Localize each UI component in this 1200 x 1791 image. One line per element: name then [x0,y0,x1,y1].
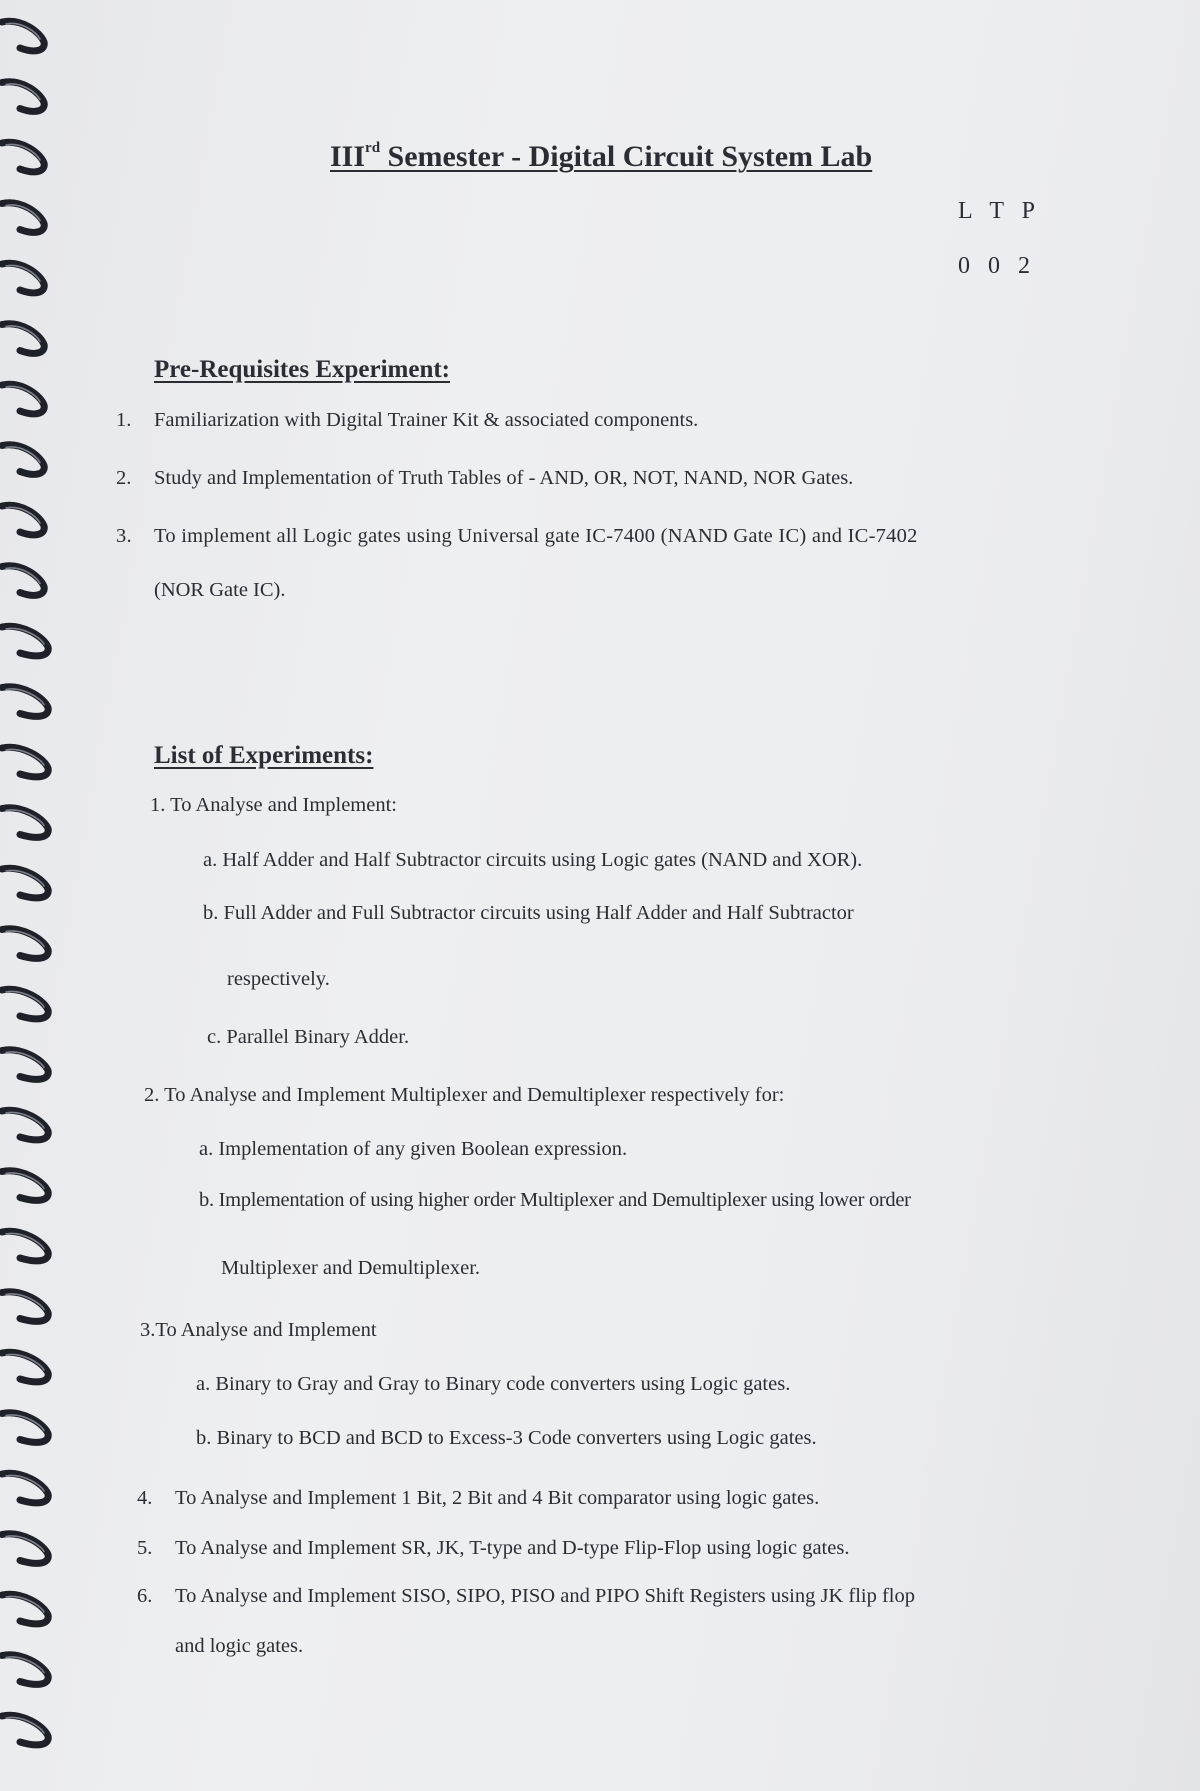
experiment-line: b. Binary to BCD and BCD to Excess-3 Code converters using Logic gates. [196,1427,817,1449]
binding-coil [2,203,44,233]
page-title: IIIrd Semester - Digital Circuit System Lab [330,140,873,173]
binding-coil [2,1594,48,1624]
experiment-line: Multiplexer and Demultiplexer. [221,1257,481,1279]
prereq-item: 2. Study and Implementation of Truth Tables of - AND, OR, NOT, NAND, NOR Gates. [116,467,854,489]
title-superscript: rd [365,140,381,156]
binding-coil [2,929,48,959]
prerequisites-heading: Pre-Requisites Experiment: [154,356,451,383]
credits-header: L T P [958,198,1041,224]
experiment-line: a. Binary to Gray and Gray to Binary code converters using Logic gates. [196,1373,791,1395]
experiment-line: respectively. [227,968,330,990]
binding-coil [2,1715,48,1745]
binding-coil [2,1171,48,1201]
experiment-line: 2. To Analyse and Implement Multiplexer and Demultiplexer respectively for: [144,1084,785,1106]
binding-coil [2,1110,48,1140]
binding-coil [2,1473,48,1503]
binding-coil [2,505,44,535]
prereq-item-continuation: (NOR Gate IC). [154,579,286,601]
experiment-item: 5. To Analyse and Implement SR, JK, T-type and D-type Flip-Flop using logic gates. [137,1537,850,1559]
binding-coil [2,324,44,354]
binding-coil [2,445,44,475]
experiment-line: b. Full Adder and Full Subtractor circuits using Half Adder and Half Subtractor [203,902,854,924]
experiments-heading: List of Experiments: [154,742,374,769]
experiment-line: 3.To Analyse and Implement [140,1319,377,1341]
binding-coil [2,687,48,717]
prereq-item: 3. To implement all Logic gates using Universal gate IC-7400 (NAND Gate IC) and IC-7402 [116,525,918,547]
binding-coil [2,1231,48,1261]
experiment-item: 4. To Analyse and Implement 1 Bit, 2 Bit and 4 Bit comparator using logic gates. [137,1487,820,1509]
binding-coil [2,1413,48,1443]
binding-coil [2,747,48,777]
experiment-line: 1. To Analyse and Implement: [150,794,397,816]
binding-coil [2,868,48,898]
binding-coil [2,566,44,596]
binding-coil [2,142,44,172]
experiment-line: b. Implementation of using higher order Multiplexer and Demultiplexer using lower order [199,1189,911,1211]
prereq-item: 1. Familiarization with Digital Trainer Kit & associated components. [116,409,699,431]
binding-coil [2,384,44,414]
binding-coil [2,989,48,1019]
credits-values: 0 0 2 [958,253,1036,279]
experiment-item-continuation: and logic gates. [175,1635,304,1657]
experiment-item: 6. To Analyse and Implement SISO, SIPO, PISO and PIPO Shift Registers using JK flip flop [137,1585,915,1607]
experiment-line: a. Half Adder and Half Subtractor circuits using Logic gates (NAND and XOR). [203,849,863,871]
experiment-line: a. Implementation of any given Boolean expression. [199,1138,628,1160]
binding-coil [2,1534,48,1564]
experiment-line: c. Parallel Binary Adder. [207,1026,410,1048]
binding-coil [2,82,44,112]
binding-coil [2,626,48,656]
binding-coil [2,1655,48,1685]
binding-coil [2,1352,48,1382]
binding-coil [2,808,48,838]
binding-coil [2,263,44,293]
binding-coil [2,21,44,51]
spiral-binding [0,0,70,1791]
binding-coil [2,1292,48,1322]
binding-coil [2,1050,48,1080]
